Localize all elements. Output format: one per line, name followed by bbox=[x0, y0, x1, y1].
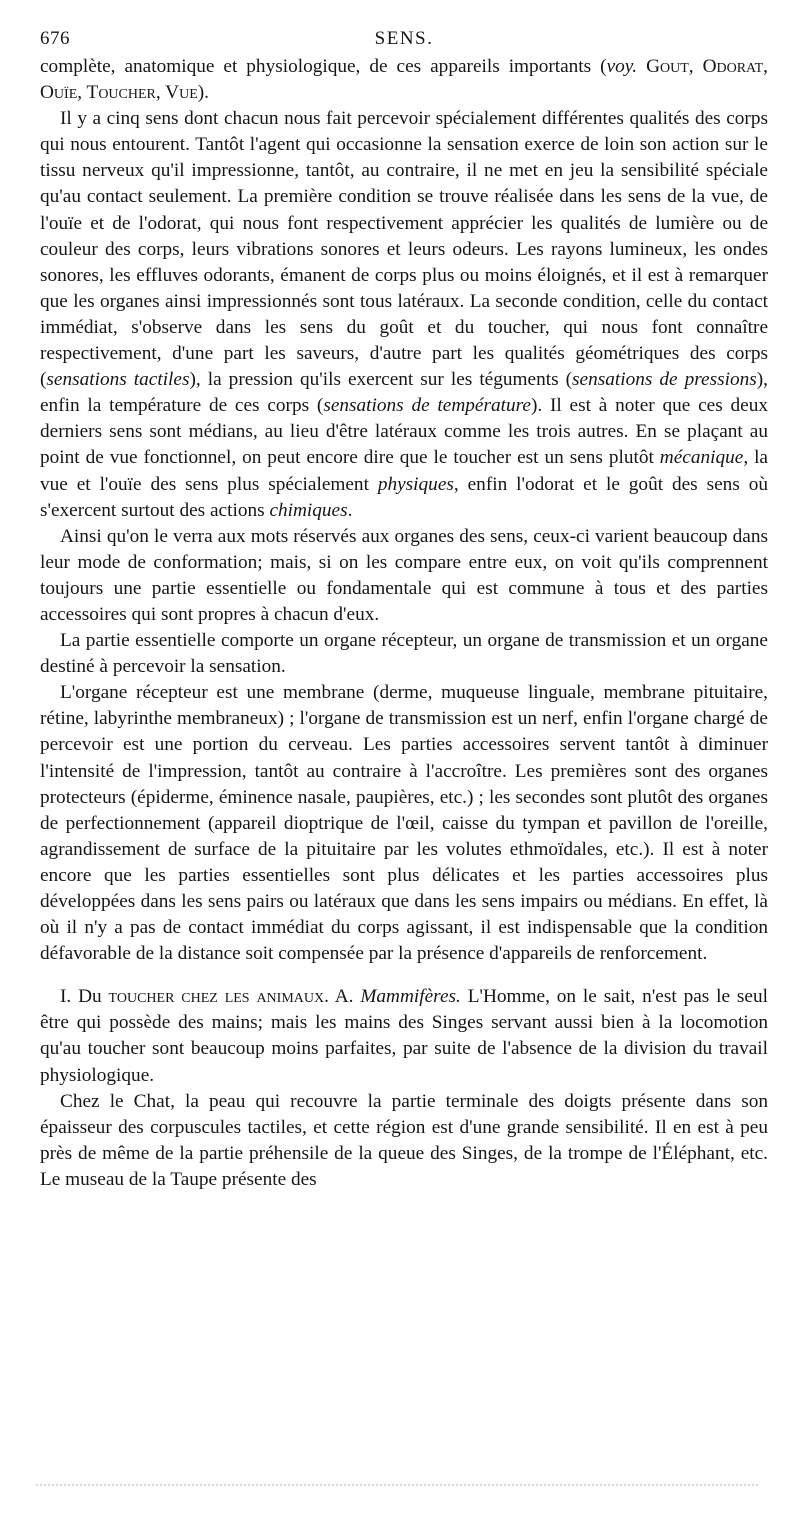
document-page bbox=[40, 28, 768, 1193]
text-run: ). Il est à noter que ces deux derniers sens sont médians, au lieu d'être latéraux comme les trois autres. En se plaçant au point de vue fonctionnel, on peut encore dire que le toucher est un sens plutôt bbox=[40, 395, 768, 469]
italic-text: sensations de pressions bbox=[572, 369, 757, 391]
small-caps-text: toucher chez les animaux. bbox=[108, 986, 329, 1008]
text-run bbox=[637, 56, 646, 77]
text-run: ), enfin la température de ces corps ( bbox=[40, 369, 768, 417]
paragraph bbox=[40, 106, 768, 524]
italic-text: Mammifères. bbox=[360, 986, 461, 1008]
small-caps-text: Gout, Odorat, Ouïe, Toucher, Vue bbox=[40, 56, 768, 104]
text-run: , enfin l'odorat et le goût des sens où s'exercent surtout des actions bbox=[40, 473, 768, 521]
text-run: , la vue et l'ouïe des sens plus spécialement bbox=[40, 447, 768, 495]
page-number: 676 bbox=[40, 28, 70, 49]
italic-text: sensations de température bbox=[323, 395, 531, 417]
text-run: I. Du bbox=[60, 986, 109, 1008]
text-run: Chez le Chat, la peau qui recouvre la partie terminale des doigts présente dans son épaisseur des corpuscules tactiles, et cette région est d'une grande sensibilité. Il en est à peu près de même de la partie préhensile de la queue des Singes, de la trompe de l'Éléphant, etc. Le museau de la Taupe présente des bbox=[40, 1090, 768, 1190]
paragraph bbox=[40, 1089, 768, 1193]
page-header bbox=[40, 28, 768, 54]
italic-text: physiques bbox=[377, 473, 454, 495]
text-run: L'Homme, on le sait, n'est pas le seul être qui possède des mains; mais les mains des Singes servant aussi bien à la locomotion qu'au toucher sont beaucoup moins parfaites, par suite de l'absence de la division du travail physiologique. bbox=[40, 986, 768, 1086]
paragraph bbox=[40, 524, 768, 628]
italic-text: mécanique bbox=[659, 447, 744, 469]
text-run: ), la pression qu'ils exercent sur les téguments ( bbox=[189, 369, 573, 391]
body-text bbox=[40, 54, 768, 1193]
italic-text: sensations tactiles bbox=[46, 369, 190, 391]
text-run: A. bbox=[328, 986, 361, 1008]
text-run: L'organe récepteur est une membrane (derme, muqueuse linguale, membrane pituitaire, rétine, labyrinthe membraneux) ; l'organe de transmission est un nerf, enfin l'organe chargé de percevoir est une portion du cerveau. Les parties accessoires servent tantôt à diminuer l'intensité de l'impression, tantôt au contraire à l'accroître. Les premières sont des organes protecteurs (épiderme, éminence nasale, paupières, etc.) ; les secondes sont plutôt des organes de perfectionnement (appareil dioptrique de l'œil, caisse du tympan et pavillon de l'oreille, agrandissement de surface de la pituitaire par les volutes ethmoïdales, etc.). Il est à noter encore que les parties essentielles sont plus délicates et les parties accessoires plus développées dans les sens pairs ou latéraux que dans les sens impairs ou médians. En effet, là où il n'y a pas de contact immédiat du corps agissant, il est indispensable que la condition défavorable de la distance soit compensée par la présence d'appareils de renforcement. bbox=[40, 682, 768, 965]
section-gap bbox=[40, 967, 768, 984]
text-run: Ainsi qu'on le verra aux mots réservés aux organes des sens, ceux-ci varient beaucoup dans leur mode de conformation; mais, si on les compare entre eux, on voit qu'ils comprennent toujours une partie essentielle ou fondamentale qui est commune à tous et des parties accessoires qui sont propres à chacun d'eux. bbox=[40, 525, 768, 625]
text-run: ). bbox=[197, 82, 210, 104]
paragraph bbox=[40, 628, 768, 680]
text-run: complète, anatomique et physiologique, de ces appareils importants ( bbox=[40, 56, 607, 77]
page-bottom-bleed bbox=[36, 1484, 758, 1490]
text-run: La partie essentielle comporte un organe récepteur, un organe de transmission et un organe destiné à percevoir la sensation. bbox=[40, 630, 768, 678]
italic-text: chimiques bbox=[269, 499, 348, 521]
italic-text: voy. bbox=[606, 56, 638, 77]
paragraph bbox=[40, 54, 768, 106]
text-run: Il y a cinq sens dont chacun nous fait percevoir spécialement différentes qualités des corps qui nous entourent. Tantôt l'agent qui occasionne la sensation exerce de loin son action sur le tissu nerveux qu'il impressionne, tantôt, au contraire, il ne met en jeu la sensibilité spéciale qu'au contact seulement. La première condition se trouve réalisée dans les sens de la vue, de l'ouïe et de l'odorat, qui nous font respectivement apprécier les qualités de lumière ou de couleur des corps, leurs vibrations sonores et leurs odeurs. Les rayons lumineux, les ondes sonores, les effluves odorants, émanent de corps plus ou moins éloignés, et il est à remarquer que les organes ainsi impressionnés sont tous latéraux. La seconde condition, celle du contact immédiat, s'observe dans les sens du goût et du toucher, qui nous font connaître respectivement, d'une part les saveurs, d'autre part les qualités géométriques des corps ( bbox=[40, 108, 768, 391]
text-run: . bbox=[347, 499, 353, 521]
paragraph bbox=[40, 680, 768, 967]
running-title: SENS. bbox=[374, 28, 434, 49]
paragraph bbox=[40, 984, 768, 1088]
